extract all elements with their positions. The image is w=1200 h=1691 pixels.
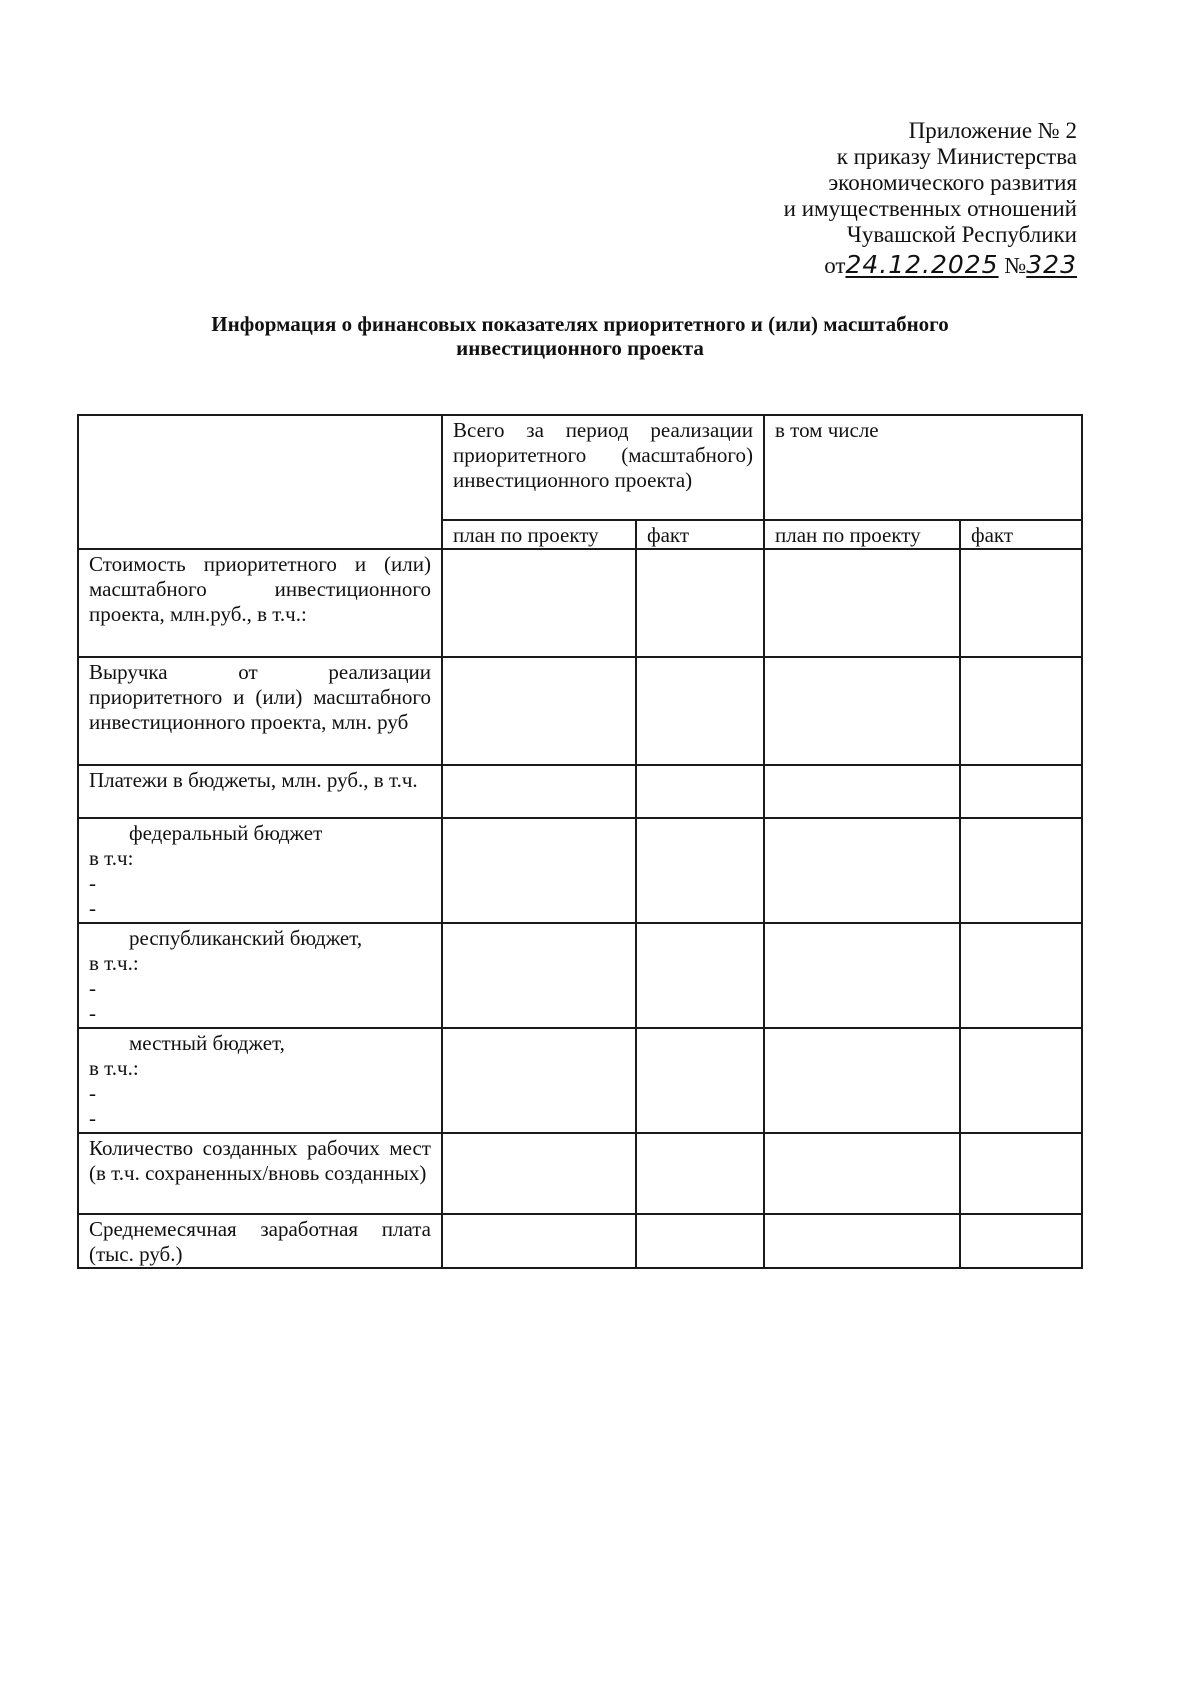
dash-item: - bbox=[89, 1001, 96, 1025]
table-cell bbox=[764, 923, 960, 1028]
table-cell bbox=[764, 1133, 960, 1214]
subheader-plan: план по проекту bbox=[442, 520, 636, 549]
appendix-block bbox=[657, 118, 1077, 279]
table-row bbox=[78, 818, 1082, 923]
table-cell bbox=[960, 549, 1082, 657]
dash-item: - bbox=[89, 896, 96, 920]
table-row bbox=[78, 1028, 1082, 1133]
dash-item: - bbox=[89, 976, 96, 1000]
table-row bbox=[78, 765, 1082, 818]
table-cell bbox=[442, 765, 636, 818]
order-number: 323 bbox=[1026, 250, 1077, 279]
header-including: в том числе bbox=[764, 415, 1082, 520]
federal-budget-sub: в т.ч: bbox=[89, 846, 134, 870]
table-cell bbox=[636, 1028, 764, 1133]
local-budget-sub: в т.ч.: bbox=[89, 1056, 139, 1080]
appendix-line: Чувашской Республики bbox=[846, 222, 1077, 247]
local-budget-label: местный бюджет, bbox=[129, 1031, 285, 1055]
table-cell bbox=[960, 818, 1082, 923]
table-cell bbox=[442, 549, 636, 657]
republic-budget-label: республиканский бюджет, bbox=[129, 926, 363, 950]
appendix-line: к приказу Министерства bbox=[836, 144, 1077, 169]
table-cell bbox=[960, 1028, 1082, 1133]
table-cell bbox=[442, 1028, 636, 1133]
header-empty-cell bbox=[78, 415, 442, 549]
order-date: 24.12.2025 bbox=[845, 250, 999, 279]
row-label-republic-budget bbox=[78, 923, 442, 1028]
table-header-row bbox=[78, 415, 1082, 520]
table-cell bbox=[442, 1133, 636, 1214]
dash-item: - bbox=[89, 1081, 96, 1105]
table-cell bbox=[636, 657, 764, 765]
table-cell bbox=[636, 818, 764, 923]
table-cell bbox=[442, 818, 636, 923]
subheader-fact: факт bbox=[636, 520, 764, 549]
header-total-period: Всего за период реализации приоритетного (масштабного) инвестиционного проекта) bbox=[442, 415, 764, 520]
appendix-line: экономического развития bbox=[828, 170, 1077, 195]
title-line-1: Информация о финансовых показателях приоритетного и (или) масштабного bbox=[211, 312, 949, 336]
table-cell bbox=[636, 923, 764, 1028]
row-label-average-wage: Среднемесячная заработная плата (тыс. руб.) bbox=[78, 1214, 442, 1268]
federal-budget-label: федеральный бюджет bbox=[129, 821, 323, 845]
table-cell bbox=[960, 765, 1082, 818]
table-cell bbox=[636, 1214, 764, 1268]
row-label-cost: Стоимость приоритетного и (или) масштабного инвестиционного проекта, млн.руб., в т.ч.: bbox=[78, 549, 442, 657]
table-cell bbox=[442, 1214, 636, 1268]
table-cell bbox=[960, 1214, 1082, 1268]
table-cell bbox=[764, 1028, 960, 1133]
table-cell bbox=[960, 1133, 1082, 1214]
table-cell bbox=[442, 657, 636, 765]
row-label-budget-payments: Платежи в бюджеты, млн. руб., в т.ч. bbox=[78, 765, 442, 818]
table-cell bbox=[636, 1133, 764, 1214]
table-row bbox=[78, 1133, 1082, 1214]
table-cell bbox=[636, 549, 764, 657]
republic-budget-sub: в т.ч.: bbox=[89, 951, 139, 975]
title-line-2: инвестиционного проекта bbox=[456, 336, 704, 360]
row-label-federal-budget bbox=[78, 818, 442, 923]
subheader-fact: факт bbox=[960, 520, 1082, 549]
financial-indicators-table bbox=[77, 414, 1083, 1269]
dash-item: - bbox=[89, 871, 96, 895]
dash-item: - bbox=[89, 1106, 96, 1130]
row-label-local-budget bbox=[78, 1028, 442, 1133]
document-title bbox=[80, 312, 1080, 360]
table-cell bbox=[636, 765, 764, 818]
subheader-plan: план по проекту bbox=[764, 520, 960, 549]
appendix-line: и имущественных отношений bbox=[783, 196, 1077, 221]
table-cell bbox=[764, 1214, 960, 1268]
order-date-line bbox=[657, 252, 1077, 279]
table-cell bbox=[764, 818, 960, 923]
date-prefix: от bbox=[824, 253, 846, 278]
table-cell bbox=[960, 657, 1082, 765]
table-row bbox=[78, 657, 1082, 765]
table-cell bbox=[764, 765, 960, 818]
table-cell bbox=[764, 549, 960, 657]
table-row bbox=[78, 549, 1082, 657]
row-label-revenue: Выручка от реализации приоритетного и (или) масштабного инвестиционного проекта, млн. руб bbox=[78, 657, 442, 765]
table-row bbox=[78, 923, 1082, 1028]
table-cell bbox=[764, 657, 960, 765]
row-label-jobs: Количество созданных рабочих мест (в т.ч. сохраненных/вновь созданных) bbox=[78, 1133, 442, 1214]
table-cell bbox=[442, 923, 636, 1028]
appendix-line: Приложение № 2 bbox=[908, 118, 1077, 143]
table-cell bbox=[960, 923, 1082, 1028]
table-row bbox=[78, 1214, 1082, 1268]
number-prefix: № bbox=[1004, 253, 1027, 278]
